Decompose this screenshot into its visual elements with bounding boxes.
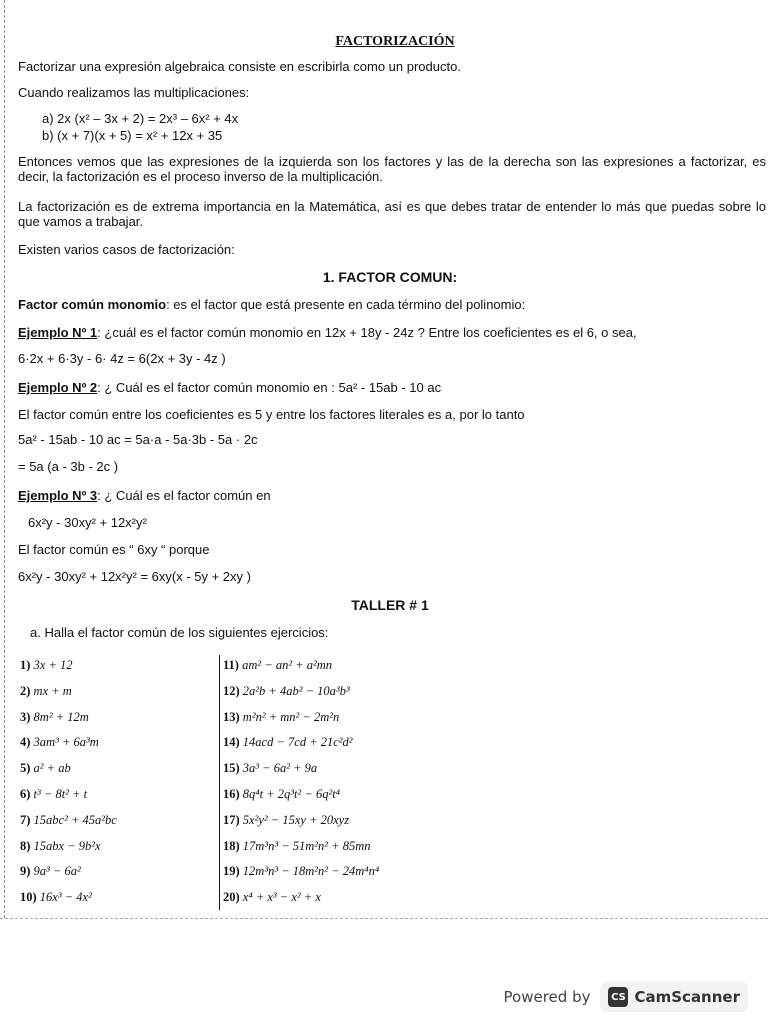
example-1-question: : ¿cuál es el factor común monomio en 12x + 18y - 24z ? Entre los coeficientes es el 6, o sea, [97, 325, 637, 340]
exercise-number: 4) [20, 735, 34, 750]
example-3-label: Ejemplo Nº 3 [18, 488, 98, 503]
example-3-expression: 6x²y - 30xy² + 12x²y² [28, 515, 147, 530]
example-3-solution: 6x²y - 30xy² + 12x²y² = 6xy(x - 5y + 2xy ) [18, 569, 251, 584]
exercise-number: 20) [223, 890, 243, 905]
exercise-expression: 3x + 12 [33, 658, 73, 672]
exercise-number: 16) [223, 787, 243, 801]
exercise-expression: 8q⁴t + 2q³t² − 6q²t⁴ [242, 787, 341, 801]
exercise-expression: 5x²y² − 15xy + 20xyz [242, 812, 350, 827]
definition-text: : es el factor que está presente en cada término del polinomio: [166, 297, 526, 312]
exercise-number: 15) [223, 761, 243, 776]
example-2-step-1: 5a² - 15ab - 10 ac = 5a·a - 5a·3b - 5a · 2c [18, 432, 258, 447]
exercise-item [20, 864, 81, 879]
example-2-label: Ejemplo Nº 2 [18, 380, 98, 395]
exercise-expression: 14acd − 7cd + 21c²d² [242, 735, 353, 750]
exercise-expression: 8m² + 12m [33, 709, 89, 724]
mult-a: a) 2x (x² – 3x + 2) = 2x³ – 6x² + 4x [42, 111, 239, 126]
exercise-number: 13) [223, 709, 243, 724]
exercise-item [20, 761, 71, 776]
exercise-item [223, 710, 339, 725]
exercise-number: 7) [20, 812, 34, 827]
exercise-item [20, 710, 89, 725]
camscanner-logo-icon: CS [608, 987, 628, 1007]
exercise-expression: x⁴ + x³ − x² + x [242, 890, 321, 905]
exercise-expression: a² + ab [33, 761, 71, 776]
exercise-expression: 15abc² + 45a²bc [33, 812, 117, 827]
exercise-item [20, 839, 101, 854]
exercise-expression: m²n² + mn² − 2m²n [242, 709, 340, 724]
page-edge [0, 918, 768, 919]
exercise-expression: 16x³ − 4x² [39, 890, 92, 905]
paragraph-factors: Entonces vemos que las expresiones de la izquierda son los factores y las de la derecha son las expresiones a factorizar, es decir, la factorización es el proceso inverso de la multiplicación. [18, 154, 766, 184]
exercise-number: 3) [20, 709, 34, 724]
camscanner-brand: CamScanner [634, 988, 740, 1006]
exercise-item [20, 684, 72, 699]
example-1 [18, 325, 637, 340]
exercise-number: 11) [223, 658, 243, 672]
exercise-item [223, 684, 350, 699]
exercise-number: 6) [20, 787, 34, 801]
definition [18, 297, 525, 312]
exercise-expression: 3am³ + 6a³m [33, 735, 99, 750]
exercise-item [20, 787, 87, 802]
exercise-item [223, 839, 371, 854]
exercise-number: 18) [223, 838, 243, 853]
exercise-number: 14) [223, 735, 243, 750]
exercise-item [223, 813, 349, 828]
exercise-number: 8) [20, 838, 34, 853]
example-1-solution: 6·2x + 6·3y - 6· 4z = 6(2x + 3y - 4z ) [18, 351, 226, 366]
exercise-expression: 9a³ − 6a² [33, 864, 81, 879]
cases-text: Existen varios casos de factorización: [18, 242, 235, 257]
example-2-question: : ¿ Cuál es el factor común monomio en : 5a² - 15ab - 10 ac [97, 380, 442, 395]
exercise-expression: 15abx − 9b²x [33, 838, 101, 853]
example-3 [18, 488, 271, 503]
exercise-item [223, 761, 317, 776]
exercise-item [223, 787, 340, 802]
paragraph-importance: La factorización es de extrema importancia en la Matemática, así es que debes tratar de entender lo más que puedas sobre lo que vamos a trabajar. [18, 199, 766, 229]
definition-term: Factor común monomio [18, 297, 167, 312]
exercise-number: 17) [223, 812, 243, 827]
example-1-label: Ejemplo Nº 1 [18, 325, 98, 340]
scanner-watermark [504, 982, 748, 1012]
exercise-number: 9) [20, 864, 34, 879]
exercise-item [20, 813, 117, 828]
exercise-expression: 17m³n³ − 51m²n² + 85mn [242, 838, 371, 853]
exercise-number: 2) [20, 683, 34, 698]
exercise-number: 1) [20, 658, 34, 672]
exercise-expression: am² − an² + a²mn [242, 658, 333, 672]
mult-b: b) (x + 7)(x + 5) = x² + 12x + 35 [42, 128, 223, 143]
exercise-expression: 12m³n³ − 18m²n² − 24m⁴n⁴ [242, 864, 380, 879]
example-2 [18, 380, 441, 395]
exercise-item [223, 735, 353, 750]
example-3-question: : ¿ Cuál es el factor común en [97, 488, 271, 503]
exercise-item [20, 735, 99, 750]
exercise-item [20, 890, 92, 905]
exercise-number: 19) [223, 864, 243, 879]
example-2-step-2: = 5a (a - 3b - 2c ) [18, 459, 119, 474]
exercise-expression: 2a²b + 4ab² − 10a³b³ [242, 683, 350, 698]
exercise-item [20, 658, 73, 673]
workshop-heading: TALLER # 1 [351, 597, 429, 613]
exercise-item [223, 864, 379, 879]
exercise-number: 10) [20, 890, 40, 905]
section-heading: 1. FACTOR COMUN: [322, 269, 458, 285]
when-text: Cuando realizamos las multiplicaciones: [18, 85, 250, 100]
camscanner-badge [600, 982, 748, 1012]
page-title: FACTORIZACIÓN [335, 34, 455, 49]
exercise-expression: 3a³ − 6a² + 9a [242, 761, 318, 776]
exercise-expression: mx + m [33, 683, 72, 698]
example-3-explanation: El factor común es “ 6xy “ porque [18, 542, 210, 557]
exercise-number: 5) [20, 761, 34, 776]
exercise-number: 12) [223, 683, 243, 698]
exercise-expression: t³ − 8t² + t [33, 787, 88, 801]
intro-text: Factorizar una expresión algebraica consiste en escribirla como un producto. [18, 59, 461, 74]
exercise-item [223, 890, 321, 905]
exercise-item [223, 658, 332, 673]
powered-by-text: Powered by [503, 988, 591, 1006]
column-divider [219, 655, 220, 910]
margin-line [4, 0, 5, 918]
example-2-explanation: El factor común entre los coeficientes es 5 y entre los factores literales es a, por lo tanto [18, 407, 525, 422]
workshop-instruction: a. Halla el factor común de los siguientes ejercicios: [30, 625, 329, 640]
